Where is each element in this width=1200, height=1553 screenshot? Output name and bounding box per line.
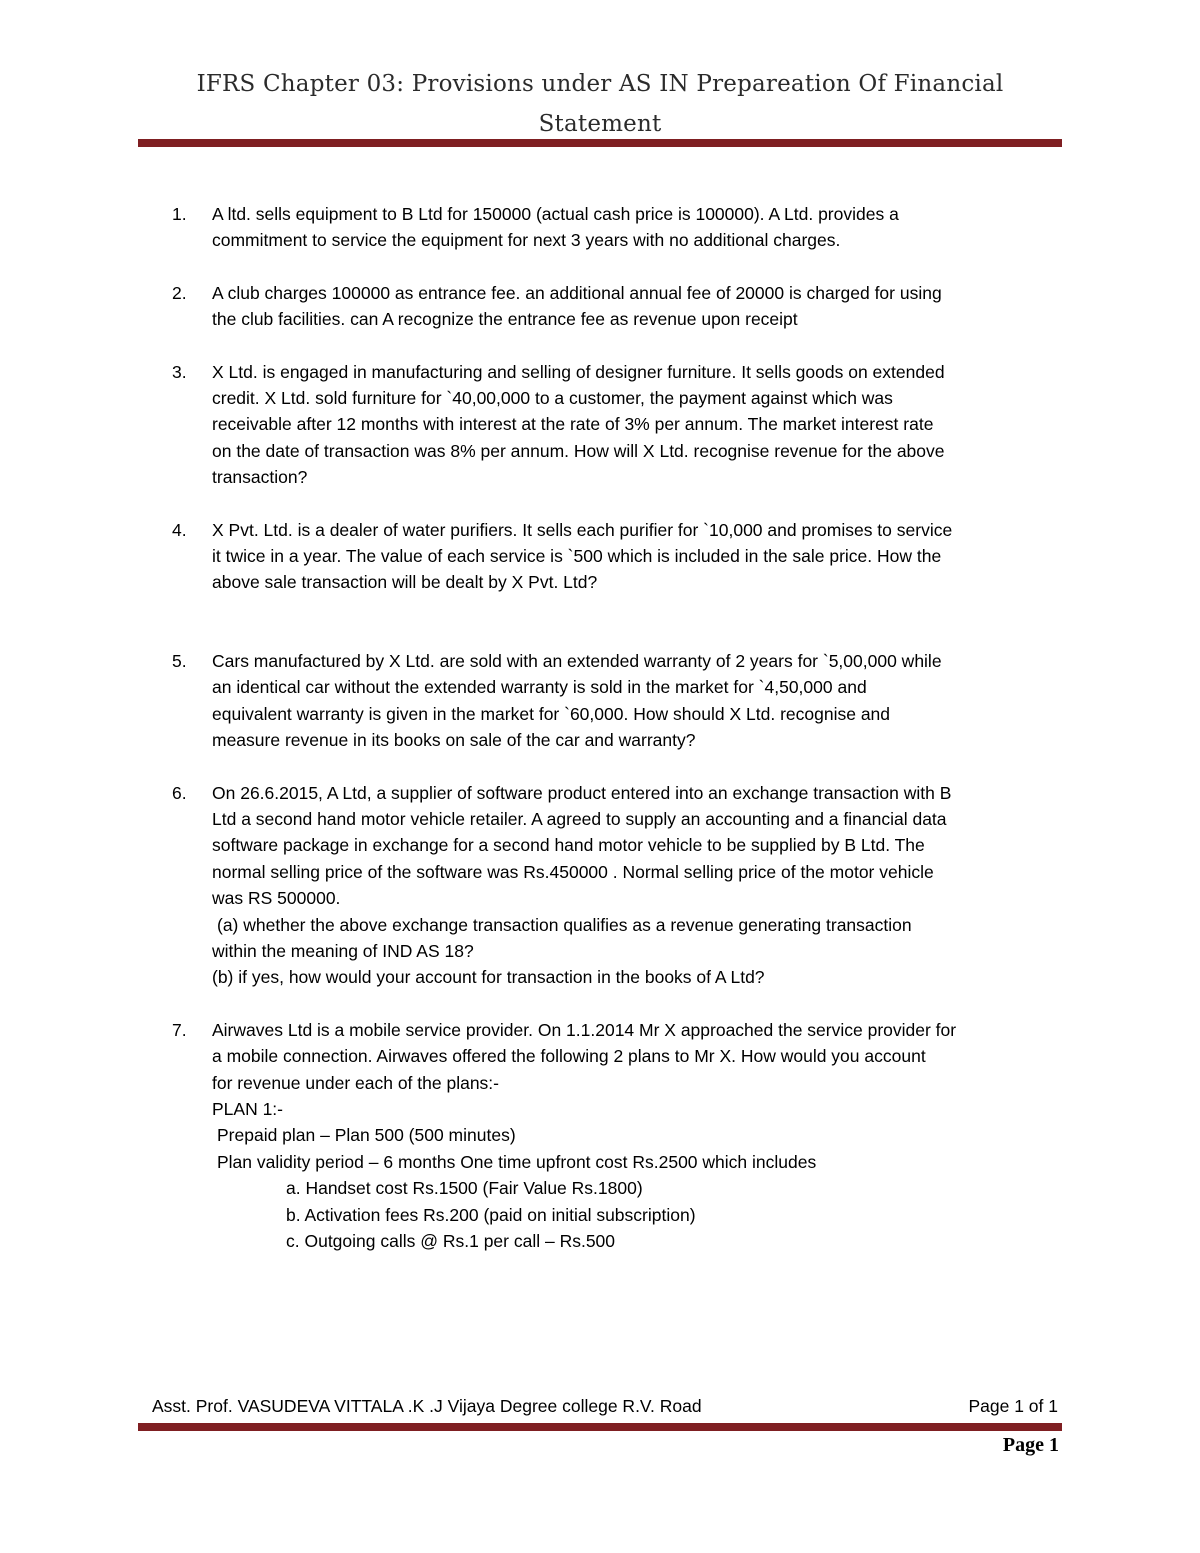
question-number: 1. <box>172 204 187 224</box>
question-line: Cars manufactured by X Ltd. are sold with an extended warranty of 2 years for `5,00,000 while <box>212 650 942 671</box>
question-line: normal selling price of the software was Rs.450000 . Normal selling price of the motor vehicle <box>212 861 934 882</box>
question-item-7 <box>166 1017 1056 1255</box>
plan-sub-item: b. Activation fees Rs.200 (paid on initial subscription) <box>286 1204 696 1225</box>
question-line: X Ltd. is engaged in manufacturing and selling of designer furniture. It sells goods on extended <box>212 361 945 382</box>
document-header-title <box>138 64 1062 144</box>
question-line: PLAN 1:- <box>212 1098 283 1119</box>
question-line: transaction? <box>212 467 308 488</box>
question-line: credit. X Ltd. sold furniture for `40,00,000 to a customer, the payment against which was <box>212 388 893 409</box>
question-number: 4. <box>172 519 187 540</box>
question-line: measure revenue in its books on sale of the car and warranty? <box>212 730 696 751</box>
question-item-3 <box>166 359 1056 491</box>
question-line: A club charges 100000 as entrance fee. an additional annual fee of 20000 is charged for using <box>212 282 942 303</box>
question-item-2 <box>166 280 1056 333</box>
question-item-6 <box>166 780 1056 991</box>
question-line: on the date of transaction was 8% per annum. How will X Ltd. recognise revenue for the above <box>212 440 945 461</box>
question-number: 6. <box>172 782 187 803</box>
question-line: equivalent warranty is given in the market for `60,000. How should X Ltd. recognise and <box>212 703 891 724</box>
plan-sub-item: a. Handset cost Rs.1500 (Fair Value Rs.1800) <box>286 1178 643 1199</box>
question-number: 2. <box>172 282 187 303</box>
header-title-line-1: IFRS Chapter 03: Provisions under AS IN Prepareation Of Financial <box>196 71 1004 97</box>
question-list <box>166 201 1056 1254</box>
question-item-4 <box>166 517 1056 596</box>
question-line: On 26.6.2015, A Ltd, a supplier of software product entered into an exchange transaction with B <box>212 782 952 803</box>
question-line: Airwaves Ltd is a mobile service provider. On 1.1.2014 Mr X approached the service provider for <box>212 1019 957 1040</box>
question-line: within the meaning of IND AS 18? <box>212 940 474 961</box>
question-item-1 <box>166 201 1056 254</box>
question-line: A ltd. sells equipment to B Ltd for 150000 (actual cash price is 100000). A Ltd. provides a <box>212 204 899 224</box>
question-line: X Pvt. Ltd. is a dealer of water purifiers. It sells each purifier for `10,000 and promises to service <box>212 519 953 540</box>
footer-page-of: Page 1 of 1 <box>968 1396 1058 1416</box>
question-line: Plan validity period – 6 months One time upfront cost Rs.2500 which includes <box>217 1151 817 1172</box>
question-line: for revenue under each of the plans:- <box>212 1072 499 1093</box>
question-line: was RS 500000. <box>212 888 341 909</box>
header-title-line-2: Statement <box>538 111 662 137</box>
question-line: commitment to service the equipment for next 3 years with no additional charges. <box>212 230 841 251</box>
question-line: Prepaid plan – Plan 500 (500 minutes) <box>217 1125 516 1146</box>
question-line: (b) if yes, how would your account for transaction in the books of A Ltd? <box>212 967 765 988</box>
question-line: receivable after 12 months with interest at the rate of 3% per annum. The market interest rate <box>212 414 934 435</box>
plan-sub-item: c. Outgoing calls @ Rs.1 per call – Rs.500 <box>286 1231 616 1251</box>
footer-divider <box>138 1423 1062 1431</box>
question-line: the club facilities. can A recognize the entrance fee as revenue upon receipt <box>212 309 798 330</box>
page-number: Page 1 <box>1002 1434 1059 1456</box>
question-line: it twice in a year. The value of each service is `500 which is included in the sale price. How the <box>212 546 942 567</box>
question-line: Ltd a second hand motor vehicle retailer. A agreed to supply an accounting and a financial data <box>212 808 947 829</box>
question-number: 5. <box>172 650 187 671</box>
footer-author: Asst. Prof. VASUDEVA VITTALA .K .J Vijaya Degree college R.V. Road <box>152 1396 702 1416</box>
question-line: software package in exchange for a second hand motor vehicle to be supplied by B Ltd. The <box>212 835 925 856</box>
question-line: a mobile connection. Airwaves offered the following 2 plans to Mr X. How would you account <box>212 1046 926 1067</box>
header-divider <box>138 139 1062 147</box>
question-item-5 <box>166 648 1056 754</box>
question-line: an identical car without the extended warranty is sold in the market for `4,50,000 and <box>212 677 867 698</box>
question-number: 7. <box>172 1019 187 1040</box>
question-line: (a) whether the above exchange transaction qualifies as a revenue generating transaction <box>217 914 912 935</box>
question-number: 3. <box>172 361 187 382</box>
question-line: above sale transaction will be dealt by X Pvt. Ltd? <box>212 572 598 593</box>
